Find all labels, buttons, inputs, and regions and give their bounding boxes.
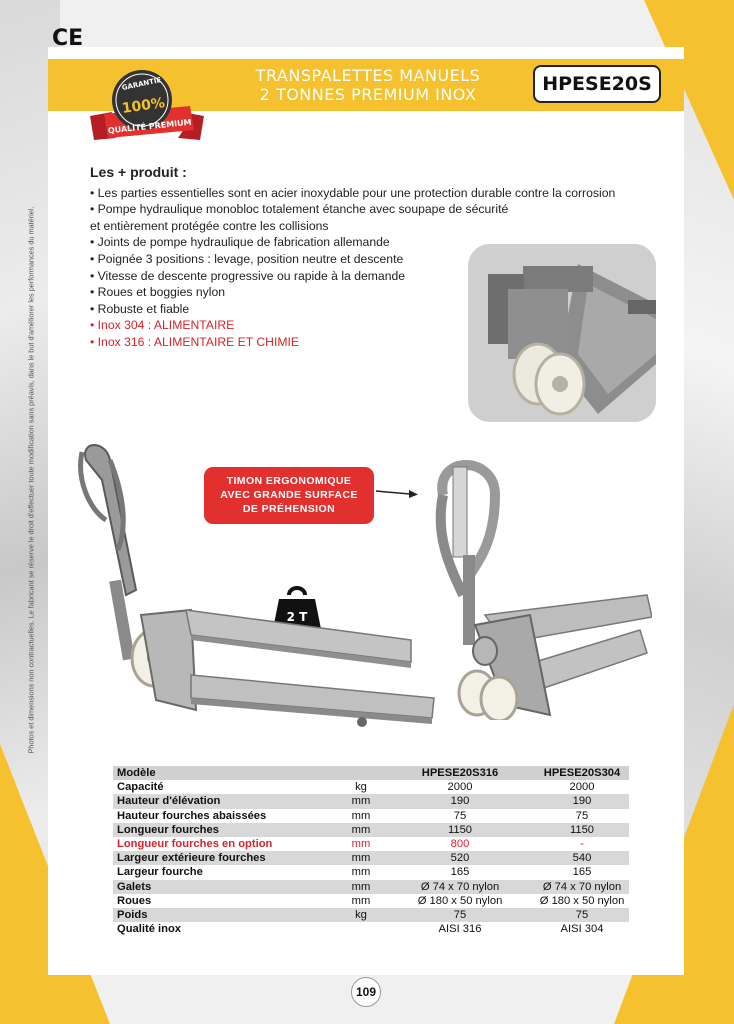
spec-value-316: 2000 (447, 781, 473, 794)
feature-item: • Robuste et fiable (90, 301, 190, 316)
spec-header-unit (337, 766, 385, 780)
spec-value-316: 75 (385, 908, 535, 922)
spec-header-model-316: HPESE20S316 (385, 766, 535, 780)
feature-item: • Joints de pompe hydraulique de fabrication allemande (90, 235, 390, 250)
feature-item: • Poignée 3 positions : levage, position neutre et descente (90, 251, 404, 266)
weight-label: 2 T (286, 610, 308, 624)
spec-row (113, 823, 629, 837)
spec-value-304: 1150 (535, 823, 629, 837)
spec-value-316: 165 (450, 866, 470, 879)
spec-label: Hauteur fourches abaissées (117, 809, 267, 822)
spec-unit: mm (351, 894, 371, 907)
page-number: 109 (351, 977, 381, 1007)
disclaimer-note: Photos et dimensions non contractuelles. Le fabricant se réserve le droit d'effectuer toute modification sans préavis, dans le but d'améliorer les performances du matériel. (26, 206, 36, 754)
features-heading: Les + produit : (90, 164, 187, 180)
spec-row (113, 851, 629, 865)
spec-label: Longueur fourches en option (117, 838, 273, 851)
spec-label: Qualité inox (117, 923, 182, 936)
spec-unit: mm (337, 880, 385, 894)
callout-line-3: DE PRÉHENSION (242, 503, 336, 515)
spec-unit: mm (351, 809, 371, 822)
spec-row (113, 865, 629, 879)
spec-value-304: Ø 180 x 50 nylon (539, 894, 625, 907)
guarantee-top-text: GARANTIE (121, 75, 162, 93)
spec-row (113, 894, 629, 908)
spec-label: Roues (117, 894, 152, 907)
spec-value-304: 190 (535, 794, 629, 808)
spec-row (113, 880, 629, 894)
guarantee-seal-icon (82, 66, 212, 152)
page-title (218, 66, 518, 104)
spec-header-row (113, 766, 629, 780)
pump-detail-photo (468, 244, 656, 422)
spec-unit: mm (351, 866, 371, 879)
spec-unit: kg (337, 908, 385, 922)
ce-mark: CE (52, 26, 84, 51)
feature-item: • Pompe hydraulique monobloc totalement étanche avec soupape de sécurité (90, 202, 509, 217)
spec-value-316: 800 (450, 838, 470, 851)
feature-item: • Roues et boggies nylon (90, 285, 226, 300)
spec-value-316: AISI 316 (438, 923, 482, 936)
spec-value-304: - (580, 838, 584, 851)
spec-header-model-304: HPESE20S304 (535, 766, 629, 780)
spec-value-304: Ø 74 x 70 nylon (535, 880, 629, 894)
pallet-truck-photo-side (66, 440, 442, 730)
spec-value-304: 165 (572, 866, 592, 879)
spec-unit: mm (351, 838, 371, 851)
callout-line-1: TIMON ERGONOMIQUE (226, 475, 352, 487)
spec-unit (337, 922, 385, 936)
spec-unit: mm (337, 823, 385, 837)
spec-value-316: Ø 180 x 50 nylon (417, 894, 503, 907)
spec-header-label: Modèle (113, 766, 337, 780)
spec-row (113, 794, 629, 808)
spec-unit: kg (355, 781, 367, 794)
spec-value-316: 520 (385, 851, 535, 865)
title-line-2: 2 TONNES PREMIUM INOX (259, 85, 477, 104)
guarantee-bottom-text: QUALITÉ PREMIUM (107, 117, 192, 136)
spec-unit: mm (337, 851, 385, 865)
spec-label: Capacité (117, 781, 164, 794)
spec-label: Hauteur d'élévation (113, 794, 337, 808)
feature-item: et entièrement protégée contre les collisions (90, 218, 329, 233)
guarantee-percent-text: 100% (120, 95, 166, 117)
spec-value-316: 190 (385, 794, 535, 808)
spec-value-304: 75 (535, 908, 629, 922)
feature-item-red: • Inox 316 : ALIMENTAIRE ET CHIMIE (90, 334, 300, 349)
spec-label: Largeur extérieure fourches (113, 851, 337, 865)
spec-table (113, 766, 629, 936)
feature-item: • Vitesse de descente progressive ou rapide à la demande (90, 268, 406, 283)
spec-unit: mm (337, 794, 385, 808)
spec-row-option (113, 837, 629, 851)
spec-row (113, 908, 629, 922)
title-line-1: TRANSPALETTES MANUELS (255, 66, 481, 85)
spec-value-304: 2000 (569, 781, 595, 794)
spec-value-316: 1150 (385, 823, 535, 837)
spec-value-316: 75 (453, 809, 467, 822)
spec-label: Poids (113, 908, 337, 922)
spec-value-316: Ø 74 x 70 nylon (385, 880, 535, 894)
pallet-truck-photo-front (415, 455, 652, 720)
feature-item-red: • Inox 304 : ALIMENTAIRE (90, 318, 235, 333)
spec-label: Galets (113, 880, 337, 894)
model-badge: HPESE20S (533, 65, 661, 103)
feature-item: • Les parties essentielles sont en acier inoxydable pour une protection durable contre la corrosion (90, 185, 616, 200)
spec-value-304: 75 (575, 809, 589, 822)
spec-label: Largeur fourche (117, 866, 203, 879)
spec-row (113, 922, 629, 936)
spec-row (113, 780, 629, 794)
callout-line-2: AVEC GRANDE SURFACE (220, 489, 358, 501)
spec-value-304: AISI 304 (560, 923, 604, 936)
spec-row (113, 809, 629, 823)
spec-label: Longueur fourches (113, 823, 337, 837)
spec-value-304: 540 (535, 851, 629, 865)
